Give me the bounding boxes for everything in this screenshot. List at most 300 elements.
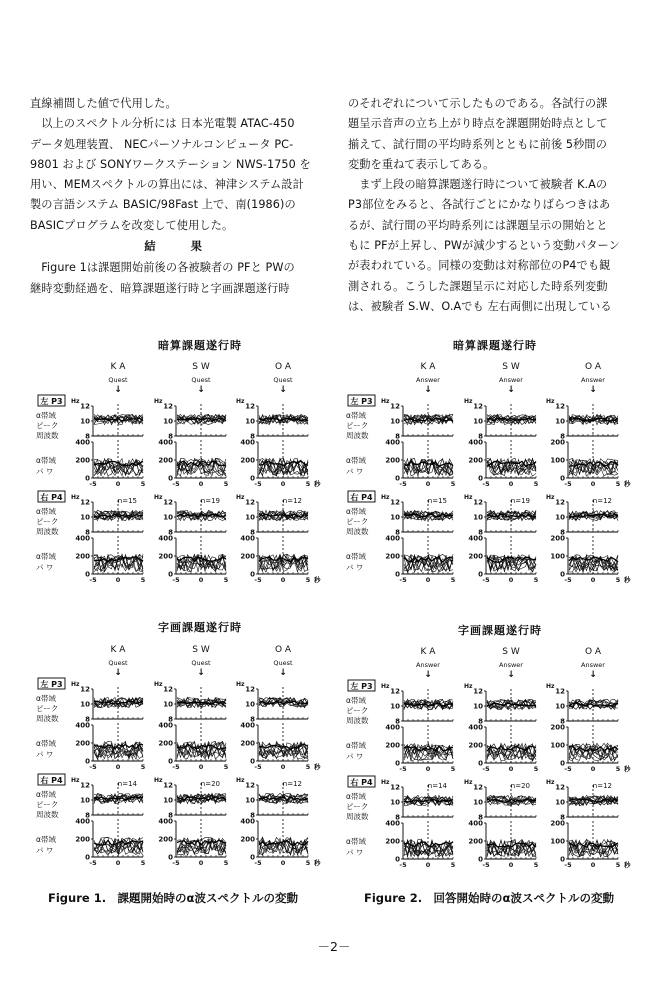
- cue-label: Answer: [499, 376, 523, 384]
- plot-y-tick-label: 10: [555, 417, 565, 426]
- hz-unit-label: Hz: [154, 777, 163, 784]
- cue-arrow-icon: ↓: [589, 385, 597, 395]
- subject-label: K A: [420, 647, 436, 657]
- plot-y-tick-label: 12: [80, 685, 90, 694]
- plot-y-tick-label: 0: [478, 474, 483, 483]
- plot-y-tick-label: 8: [560, 432, 565, 441]
- plot-x-tick-label: 5: [450, 480, 456, 488]
- plot-x-tick-label: 5: [615, 861, 621, 869]
- cue-label: Quest: [108, 659, 128, 667]
- hz-unit-label: Hz: [71, 777, 80, 784]
- plot-y-tick-label: 12: [80, 498, 90, 507]
- text-line: Figure 1は課題開始前後の各被験者の PFと PWの: [41, 261, 295, 275]
- plot-x-tick-label: 5: [305, 763, 311, 771]
- plot-y-tick-label: 8: [85, 811, 90, 820]
- plot-y-tick-label: 0: [560, 855, 565, 864]
- plot-y-tick-label: 0: [85, 853, 90, 862]
- hz-unit-label: Hz: [546, 494, 555, 501]
- plot-y-tick-label: 400: [385, 534, 400, 543]
- text-line: 9801 および SONYワークステーション NWS-1750 を: [30, 157, 311, 171]
- plot-y-tick-label: 10: [390, 702, 400, 711]
- plot-y-tick-label: 10: [80, 513, 90, 522]
- plot-y-tick-label: 0: [85, 474, 90, 483]
- plot-y-tick-label: 12: [245, 498, 255, 507]
- row-label-peak: 周波数: [346, 812, 369, 821]
- row-label-power: パ ワ: [36, 467, 54, 476]
- plot-y-tick-label: 0: [478, 759, 483, 768]
- n-label: n=14: [117, 780, 137, 788]
- plot-y-tick-label: 10: [555, 513, 565, 522]
- plot-y-tick-label: 400: [75, 534, 90, 543]
- subject-label: K A: [110, 645, 126, 655]
- plot-x-tick-label: 5: [140, 576, 146, 584]
- row-label-power: パ ワ: [346, 563, 364, 572]
- plot-x-tick-label: 5: [450, 861, 456, 869]
- site-label: 右 P4: [40, 776, 63, 785]
- plot-x-tick-label: -5: [564, 480, 572, 488]
- plot-y-tick-label: 0: [560, 570, 565, 579]
- row-label-peak: 周波数: [346, 431, 369, 440]
- row-label-peak: ピーク: [36, 800, 59, 809]
- cue-label: Answer: [416, 376, 440, 384]
- plot-y-tick-label: 200: [385, 837, 400, 846]
- plot-y-tick-label: 400: [75, 817, 90, 826]
- hz-unit-label: Hz: [381, 494, 390, 501]
- plot-y-tick-label: 10: [473, 702, 483, 711]
- row-label-peak: ピーク: [346, 517, 369, 526]
- cue-arrow-icon: ↓: [279, 668, 287, 678]
- plot-y-tick-label: 0: [395, 570, 400, 579]
- plot-y-tick-label: 400: [158, 817, 173, 826]
- plot-y-tick-label: 8: [478, 813, 483, 822]
- cue-label: Quest: [273, 376, 293, 384]
- cue-label: Answer: [581, 376, 605, 384]
- row-label-power: α帯域: [346, 837, 366, 846]
- plot-x-tick-label: -5: [89, 763, 97, 771]
- figure2-caption: Figure 2. 回答開始時のα波スペクトルの変動: [364, 891, 614, 905]
- row-label-power: パ ワ: [346, 467, 364, 476]
- row-label-peak: 周波数: [346, 716, 369, 725]
- row-label-power: パ ワ: [346, 752, 364, 761]
- row-label-peak: α帯域: [346, 507, 366, 516]
- plot-y-tick-label: 12: [390, 687, 400, 696]
- n-label: n=14: [427, 782, 447, 790]
- cue-arrow-icon: ↓: [507, 670, 515, 680]
- plot-y-tick-label: 8: [395, 432, 400, 441]
- plot-x-tick-label: 5: [450, 765, 456, 773]
- plot-y-tick-label: 12: [473, 402, 483, 411]
- plot-y-tick-label: 100: [550, 456, 565, 465]
- plot-y-tick-label: 0: [395, 855, 400, 864]
- plot-y-tick-label: 10: [245, 513, 255, 522]
- hz-unit-label: Hz: [236, 777, 245, 784]
- plot-y-tick-label: 0: [250, 570, 255, 579]
- plot-y-tick-label: 0: [168, 853, 173, 862]
- plot-x-tick-label: 5: [450, 576, 456, 584]
- plot-y-tick-label: 100: [550, 837, 565, 846]
- cue-label: Answer: [581, 661, 605, 669]
- plot-y-tick-label: 8: [168, 528, 173, 537]
- plot-y-tick-label: 0: [168, 474, 173, 483]
- row-label-power: α帯域: [36, 552, 56, 561]
- row-label-power: パ ワ: [36, 750, 54, 759]
- site-label: 左 P3: [40, 397, 63, 406]
- plot-y-tick-label: 12: [473, 687, 483, 696]
- text-line: BASICプログラムを改変して使用した。: [30, 218, 234, 232]
- row-label-peak: 周波数: [36, 431, 59, 440]
- plot-y-tick-label: 10: [245, 417, 255, 426]
- plot-y-tick-label: 200: [158, 739, 173, 748]
- plot-y-tick-label: 0: [395, 759, 400, 768]
- plot-y-tick-label: 10: [390, 513, 400, 522]
- plot-y-tick-label: 0: [395, 474, 400, 483]
- plot-x-tick-label: 5: [223, 480, 229, 488]
- plot-y-tick-label: 12: [555, 687, 565, 696]
- plot-y-tick-label: 8: [560, 717, 565, 726]
- row-label-power: α帯域: [346, 552, 366, 561]
- plot-y-tick-label: 8: [560, 813, 565, 822]
- text-line: 測される。こうした課題呈示に対応した時系列変動: [348, 279, 608, 293]
- cue-arrow-icon: ↓: [589, 670, 597, 680]
- text-line: が表われている。同様の変動は対称部位のP4でも観: [348, 259, 611, 273]
- plot-y-tick-label: 10: [80, 417, 90, 426]
- plot-x-tick-label: -5: [564, 576, 572, 584]
- hz-unit-label: Hz: [464, 398, 473, 405]
- row-label-peak: 周波数: [36, 810, 59, 819]
- cue-label: Quest: [191, 659, 211, 667]
- plot-y-tick-label: 100: [550, 741, 565, 750]
- text-line: もに PFが上昇し、PWが減少するという変動パターン: [348, 239, 620, 253]
- plot-y-tick-label: 8: [168, 715, 173, 724]
- cue-arrow-icon: ↓: [114, 668, 122, 678]
- plot-y-tick-label: 0: [478, 855, 483, 864]
- plot-y-tick-label: 8: [395, 528, 400, 537]
- plot-x-tick-label: -5: [254, 576, 262, 584]
- plot-x-tick-label: 0: [280, 576, 286, 584]
- plot-y-tick-label: 400: [240, 438, 255, 447]
- plot-x-unit-label: 秒: [314, 480, 321, 488]
- subject-label: K A: [110, 362, 126, 372]
- text-line: データ処理装置、 NECパーソナルコンピュータ PC-: [30, 137, 294, 151]
- subject-label: O A: [584, 362, 602, 372]
- plot-y-tick-label: 10: [473, 798, 483, 807]
- plot-y-tick-label: 10: [555, 702, 565, 711]
- plot-x-tick-label: 5: [305, 576, 311, 584]
- hz-unit-label: Hz: [71, 494, 80, 501]
- row-label-peak: 周波数: [36, 527, 59, 536]
- row-label-power: α帯域: [36, 739, 56, 748]
- plot-x-unit-label: 秒: [624, 765, 631, 773]
- plot-x-tick-label: -5: [482, 576, 490, 584]
- cue-arrow-icon: ↓: [279, 385, 287, 395]
- plot-y-tick-label: 400: [75, 438, 90, 447]
- plot-y-tick-label: 10: [163, 700, 173, 709]
- cue-label: Quest: [108, 376, 128, 384]
- n-label: n=19: [200, 497, 220, 505]
- hz-unit-label: Hz: [154, 494, 163, 501]
- cue-label: Answer: [499, 661, 523, 669]
- cue-arrow-icon: ↓: [507, 385, 515, 395]
- plot-x-tick-label: -5: [254, 763, 262, 771]
- plot-y-tick-label: 200: [468, 741, 483, 750]
- plot-y-tick-label: 200: [468, 552, 483, 561]
- plot-y-tick-label: 12: [245, 402, 255, 411]
- hz-unit-label: Hz: [154, 681, 163, 688]
- cue-arrow-icon: ↓: [424, 385, 432, 395]
- plot-y-tick-label: 8: [85, 528, 90, 537]
- plot-x-tick-label: -5: [254, 859, 262, 867]
- plot-y-tick-label: 10: [80, 700, 90, 709]
- plot-y-tick-label: 8: [85, 715, 90, 724]
- plot-x-tick-label: 5: [615, 480, 621, 488]
- text-line: 製の言語システム BASIC/98Fast 上で、南(1986)の: [30, 198, 296, 212]
- plot-y-tick-label: 200: [550, 534, 565, 543]
- cue-label: Answer: [416, 661, 440, 669]
- cue-arrow-icon: ↓: [114, 385, 122, 395]
- text-line: 継時変動経過を、暗算課題遂行時と字画課題遂行時: [30, 281, 290, 295]
- plot-x-tick-label: 0: [115, 859, 121, 867]
- subject-label: S W: [502, 647, 520, 657]
- plot-y-tick-label: 8: [395, 813, 400, 822]
- plot-x-unit-label: 秒: [624, 576, 631, 584]
- plot-y-tick-label: 400: [240, 817, 255, 826]
- text-line: 直線補間した値で代用した。: [30, 97, 177, 110]
- plot-y-tick-label: 10: [390, 417, 400, 426]
- site-label: 右 P4: [350, 778, 373, 787]
- plot-y-tick-label: 8: [478, 528, 483, 537]
- n-label: n=20: [510, 782, 530, 790]
- hz-unit-label: Hz: [71, 398, 80, 405]
- plot-x-tick-label: 5: [223, 859, 229, 867]
- n-label: n=12: [592, 782, 612, 790]
- fig1-bottom-title: 字画課題遂行時: [158, 621, 242, 634]
- plot-y-tick-label: 10: [163, 796, 173, 805]
- plot-y-tick-label: 200: [240, 456, 255, 465]
- plot-x-tick-label: 0: [425, 861, 431, 869]
- plot-y-tick-label: 400: [468, 438, 483, 447]
- plot-x-tick-label: 5: [533, 765, 539, 773]
- plot-y-tick-label: 10: [390, 798, 400, 807]
- plot-y-tick-label: 400: [385, 723, 400, 732]
- row-label-peak: ピーク: [346, 421, 369, 430]
- plot-x-unit-label: 秒: [314, 576, 321, 584]
- plot-x-unit-label: 秒: [314, 859, 321, 867]
- plot-y-tick-label: 10: [555, 798, 565, 807]
- n-label: n=12: [282, 780, 302, 788]
- row-label-peak: ピーク: [36, 517, 59, 526]
- plot-x-tick-label: 5: [533, 576, 539, 584]
- plot-y-tick-label: 12: [390, 498, 400, 507]
- plot-y-tick-label: 8: [250, 432, 255, 441]
- plot-y-tick-label: 10: [245, 796, 255, 805]
- plot-y-tick-label: 8: [478, 432, 483, 441]
- plot-x-tick-label: 5: [615, 765, 621, 773]
- hz-unit-label: Hz: [236, 681, 245, 688]
- subject-label: S W: [502, 362, 520, 372]
- plot-x-tick-label: 0: [280, 859, 286, 867]
- plot-x-tick-label: -5: [89, 480, 97, 488]
- plot-y-tick-label: 200: [158, 456, 173, 465]
- hz-unit-label: Hz: [236, 398, 245, 405]
- site-label: 右 P4: [40, 493, 63, 502]
- plot-x-unit-label: 秒: [624, 480, 631, 488]
- plot-y-tick-label: 200: [240, 552, 255, 561]
- plot-y-tick-label: 0: [168, 757, 173, 766]
- plot-y-tick-label: 400: [158, 534, 173, 543]
- plot-y-tick-label: 200: [158, 552, 173, 561]
- row-label-power: パ ワ: [346, 848, 364, 857]
- hz-unit-label: Hz: [546, 683, 555, 690]
- cue-arrow-icon: ↓: [424, 670, 432, 680]
- plot-x-tick-label: -5: [89, 576, 97, 584]
- plot-y-tick-label: 8: [560, 528, 565, 537]
- row-label-peak: ピーク: [36, 421, 59, 430]
- plot-y-tick-label: 12: [473, 783, 483, 792]
- plot-x-tick-label: 0: [198, 576, 204, 584]
- plot-y-tick-label: 12: [80, 402, 90, 411]
- plot-y-tick-label: 400: [468, 534, 483, 543]
- plot-mean-trace: [177, 840, 226, 845]
- row-label-peak: α帯域: [36, 411, 56, 420]
- plot-y-tick-label: 10: [473, 417, 483, 426]
- plot-y-tick-label: 8: [168, 432, 173, 441]
- plot-x-tick-label: 0: [508, 576, 514, 584]
- plot-y-tick-label: 12: [473, 498, 483, 507]
- plot-y-tick-label: 200: [75, 835, 90, 844]
- plot-y-tick-label: 400: [240, 534, 255, 543]
- plot-y-tick-label: 200: [240, 739, 255, 748]
- plot-y-tick-label: 0: [168, 570, 173, 579]
- plot-y-tick-label: 200: [468, 837, 483, 846]
- plot-y-tick-label: 0: [250, 853, 255, 862]
- plot-x-tick-label: -5: [172, 480, 180, 488]
- plot-x-tick-label: 0: [425, 765, 431, 773]
- plot-x-unit-label: 秒: [314, 763, 321, 771]
- row-label-peak: α帯域: [346, 792, 366, 801]
- fig2-top-title: 暗算課題遂行時: [453, 339, 537, 352]
- plot-x-tick-label: 0: [115, 763, 121, 771]
- hz-unit-label: Hz: [546, 779, 555, 786]
- plot-y-tick-label: 200: [550, 819, 565, 828]
- row-label-peak: α帯域: [36, 507, 56, 516]
- row-label-power: α帯域: [346, 741, 366, 750]
- plot-y-tick-label: 12: [163, 498, 173, 507]
- plot-x-tick-label: 0: [280, 480, 286, 488]
- plot-y-tick-label: 200: [75, 552, 90, 561]
- plot-y-tick-label: 400: [385, 438, 400, 447]
- plot-x-tick-label: -5: [399, 576, 407, 584]
- plot-x-tick-label: 0: [508, 480, 514, 488]
- plot-y-tick-label: 400: [240, 721, 255, 730]
- plot-y-tick-label: 200: [550, 723, 565, 732]
- plot-x-tick-label: 0: [115, 576, 121, 584]
- plot-y-tick-label: 0: [250, 757, 255, 766]
- plot-y-tick-label: 12: [245, 685, 255, 694]
- cue-label: Quest: [191, 376, 211, 384]
- plot-x-tick-label: -5: [564, 861, 572, 869]
- plot-y-tick-label: 8: [250, 811, 255, 820]
- site-label: 左 P3: [350, 682, 373, 691]
- n-label: n=12: [592, 497, 612, 505]
- n-label: n=19: [510, 497, 530, 505]
- hz-unit-label: Hz: [381, 779, 390, 786]
- text-line: まず上段の暗算課題遂行時について被験者 K.Aの: [359, 178, 608, 192]
- text-line: は、被験者 S.W、O.Aでも 左右両側に出現している: [348, 299, 612, 313]
- row-label-peak: 周波数: [36, 714, 59, 723]
- section-heading: 結 果: [144, 240, 218, 254]
- plot-y-tick-label: 8: [250, 528, 255, 537]
- subject-label: S W: [192, 645, 210, 655]
- plot-x-tick-label: -5: [399, 861, 407, 869]
- plot-x-tick-label: -5: [399, 765, 407, 773]
- row-label-peak: α帯域: [346, 411, 366, 420]
- plot-y-tick-label: 400: [158, 721, 173, 730]
- plot-x-tick-label: 5: [305, 480, 311, 488]
- text-line: P3部位をみると、各試行ごとにかなりばらつきはあ: [348, 198, 611, 212]
- row-label-power: α帯域: [36, 456, 56, 465]
- plot-y-tick-label: 200: [550, 438, 565, 447]
- subject-label: O A: [274, 362, 292, 372]
- hz-unit-label: Hz: [546, 398, 555, 405]
- plot-x-tick-label: 0: [590, 480, 596, 488]
- plot-x-tick-label: 5: [223, 576, 229, 584]
- plot-x-unit-label: 秒: [624, 861, 631, 869]
- plot-y-tick-label: 12: [163, 685, 173, 694]
- plot-y-tick-label: 0: [85, 570, 90, 579]
- plot-x-tick-label: 0: [280, 763, 286, 771]
- plot-y-tick-label: 10: [80, 796, 90, 805]
- plot-y-tick-label: 12: [555, 498, 565, 507]
- n-label: n=12: [282, 497, 302, 505]
- plot-y-tick-label: 200: [385, 552, 400, 561]
- plot-x-tick-label: 0: [590, 861, 596, 869]
- plot-x-tick-label: 5: [140, 859, 146, 867]
- plot-y-tick-label: 0: [478, 570, 483, 579]
- row-label-peak: ピーク: [346, 706, 369, 715]
- plot-x-tick-label: -5: [564, 765, 572, 773]
- text-line: 揃えて、試行間の平均時系列とともに前後 5秒間の: [348, 137, 607, 151]
- plot-x-tick-label: 5: [140, 763, 146, 771]
- plot-x-tick-label: -5: [482, 765, 490, 773]
- row-label-peak: ピーク: [36, 704, 59, 713]
- plot-x-tick-label: 5: [533, 861, 539, 869]
- site-label: 左 P3: [350, 397, 373, 406]
- hz-unit-label: Hz: [464, 683, 473, 690]
- plot-y-tick-label: 8: [250, 715, 255, 724]
- subject-label: O A: [584, 647, 602, 657]
- plot-x-tick-label: 0: [115, 480, 121, 488]
- plot-y-tick-label: 400: [468, 819, 483, 828]
- plot-x-tick-label: -5: [89, 859, 97, 867]
- plot-y-tick-label: 200: [75, 739, 90, 748]
- plot-y-tick-label: 200: [468, 456, 483, 465]
- cue-arrow-icon: ↓: [197, 385, 205, 395]
- subject-label: K A: [420, 362, 436, 372]
- text-line: 題呈示音声の立ち上がり時点を課題開始時点として: [348, 117, 608, 131]
- row-label-peak: α帯域: [36, 790, 56, 799]
- plot-x-tick-label: -5: [172, 763, 180, 771]
- row-label-power: α帯域: [346, 456, 366, 465]
- text-line: のそれぞれについて示したものである。各試行の課: [348, 97, 608, 110]
- plot-x-tick-label: -5: [399, 480, 407, 488]
- plot-y-tick-label: 12: [163, 402, 173, 411]
- fig1-top-title: 暗算課題遂行時: [158, 339, 242, 352]
- subject-label: O A: [274, 645, 292, 655]
- hz-unit-label: Hz: [154, 398, 163, 405]
- plot-y-tick-label: 12: [245, 781, 255, 790]
- cue-arrow-icon: ↓: [197, 668, 205, 678]
- row-label-peak: 周波数: [346, 527, 369, 536]
